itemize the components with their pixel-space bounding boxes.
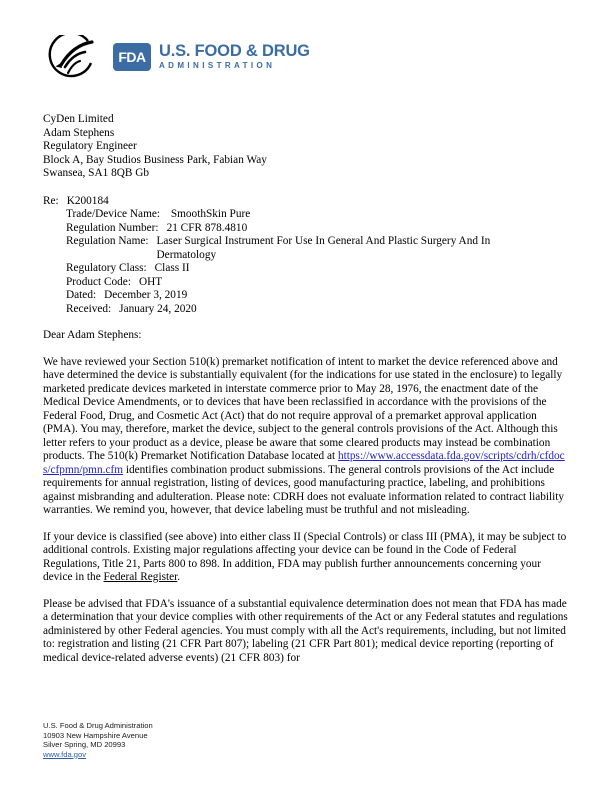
field-product-code — [66, 276, 570, 290]
reference-label: Re: — [43, 194, 59, 207]
paragraph-text: identifies combination product submissions. The general controls provisions of the Act include requirements for annual registration, listing of devices, good manufacturing practice, labeling, and prohibitions against misbranding and adulteration. Please note: CDRH does not evaluate information related to contract liability warranties. We remind you, however, that device labeling must be truthful and not misleading. — [43, 463, 565, 516]
paragraph-text: We have reviewed your Section 510(k) premarket notification of intent to market the device referenced above and have determined the device is substantially equivalent (for the indications for use stated in the enclosure) to legally marketed predicate devices marketed in interstate commerce prior to May 28, 1976, the enactment date of the Medical Device Amendments, or to devices that have been reclassified in accordance with the provisions of the Federal Food, Drug, and Cosmetic Act (Act) that do not require approval of a premarket approval application (PMA). You may, therefore, market the device, subject to the general controls provisions of the Act. Although this letter refers to your product as a device, please be aware that some cleared products may instead be combination products. The 510(k) Premarket Notification Database located at — [43, 355, 563, 462]
recipient-company: CyDen Limited — [43, 113, 114, 125]
recipient-city: Swansea, SA1 8QB Gb — [43, 167, 150, 179]
paragraph-text: If your device is classified (see above) into either class II (Special Controls) or class III (PMA), it may be subject to additional controls. Existing major regulations affecting your device can be found in the Code of Federal Regulations, Title 21, Parts 800 to 898. In addition, FDA may publish further announcements concerning your device in the — [43, 530, 567, 583]
recipient-name: Adam Stephens — [43, 126, 115, 139]
salutation: Dear Adam Stephens: — [43, 329, 142, 341]
footer-city: Silver Spring, MD 20993 — [43, 740, 126, 749]
field-label: Dated: — [66, 289, 97, 301]
fda-wordmark-title: U.S. FOOD & DRUG — [159, 42, 310, 60]
k-number: K200184 — [66, 194, 109, 207]
recipient-address — [43, 113, 570, 181]
paragraph-text: . — [177, 571, 181, 583]
fda-logo — [113, 43, 151, 71]
federal-register-reference: Federal Register — [103, 571, 178, 583]
letter-body — [43, 113, 570, 665]
field-value: January 24, 2020 — [119, 302, 197, 315]
field-regulation-name — [66, 235, 570, 262]
field-value: 21 CFR 878.4810 — [166, 221, 248, 234]
field-dated — [66, 289, 570, 303]
field-regulation-number — [66, 222, 570, 236]
fda-wordmark — [159, 43, 310, 70]
fda-logo-text: FDA — [118, 49, 146, 65]
field-label: Regulatory Class: — [66, 262, 147, 274]
field-value: OHT — [138, 275, 163, 288]
field-value: Laser Surgical Instrument For Use In General And Plastic Surgery And In Dermatology — [156, 235, 491, 261]
footer-street: 10903 New Hampshire Avenue — [43, 730, 148, 740]
field-label: Trade/Device Name: — [66, 208, 161, 220]
recipient-street: Block A, Bay Studios Business Park, Fabian Way — [43, 153, 267, 166]
reference-block — [43, 195, 570, 317]
reference-number-row — [43, 195, 570, 209]
footer-agency: U.S. Food & Drug Administration — [43, 721, 153, 730]
fda-website-link[interactable]: www.fda.gov — [43, 749, 87, 759]
field-label: Regulation Number: — [66, 221, 159, 234]
field-value: December 3, 2019 — [104, 289, 188, 301]
field-label: Product Code: — [66, 275, 131, 288]
field-trade-device-name — [66, 208, 570, 222]
hhs-eagle-logo — [46, 35, 96, 83]
field-received — [66, 303, 570, 317]
paragraph-substantial-equivalence — [43, 356, 570, 518]
field-label: Regulation Name: — [66, 235, 149, 247]
field-value: SmoothSkin Pure — [170, 208, 251, 220]
paragraph-compliance-requirements: Please be advised that FDA's issuance of a substantial equivalence determination does not mean that FDA has made a determination that your device complies with other requirements of the Act or any Federal statutes and regulations administered by other Federal agencies. You must comply with all the Act's requirements, including, but not limited to: registration and listing (21 CFR Part 807); labeling (21 CFR Part 801); medical device reporting (reporting of medical device-related adverse events) (21 CFR 803) for — [43, 597, 568, 664]
fda-letterhead — [43, 35, 570, 83]
pmn-database-link[interactable]: https://www.accessdata.fda.gov/scripts/cdrh/cfdocs/cfpmn/pmn.cfm — [43, 450, 565, 476]
field-value: Class II — [154, 262, 190, 274]
fda-wordmark-subtitle: ADMINISTRATION — [159, 61, 276, 70]
reference-fields — [66, 208, 570, 316]
page-footer — [43, 721, 153, 759]
paragraph-additional-controls — [43, 531, 570, 585]
field-regulatory-class — [66, 262, 570, 276]
field-label: Received: — [66, 302, 112, 315]
recipient-title: Regulatory Engineer — [43, 140, 137, 152]
